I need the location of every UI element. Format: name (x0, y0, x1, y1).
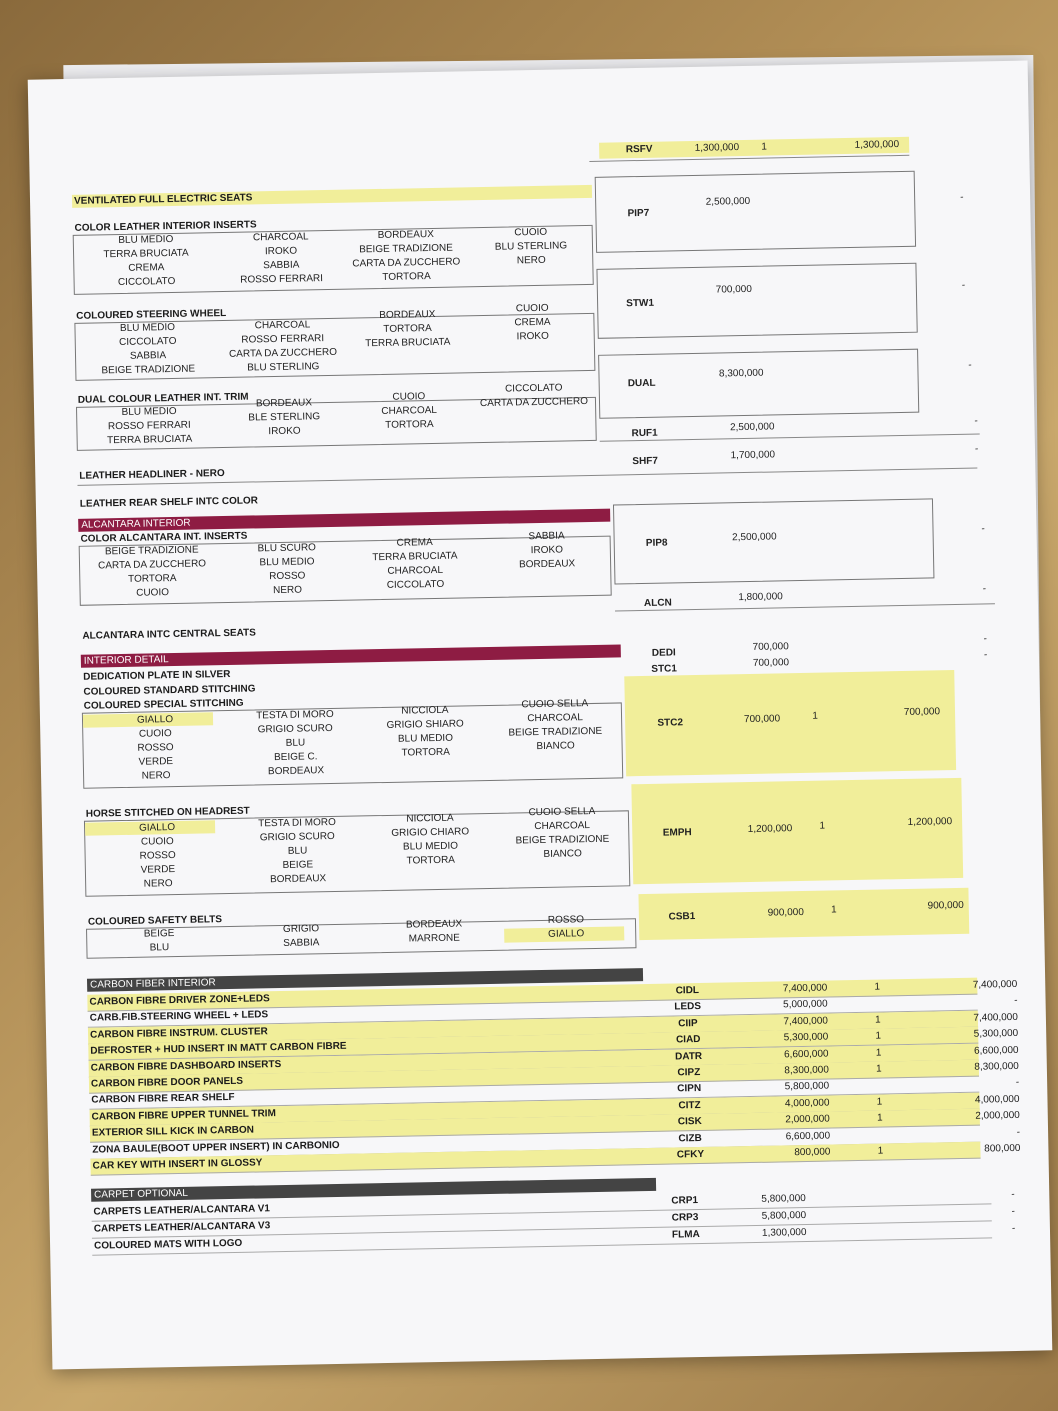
option-label: VENTILATED FULL ELECTRIC SEATS (73, 192, 253, 207)
option-total: - (1011, 1222, 1016, 1235)
color-option: CHARCOAL (381, 404, 438, 417)
option-label: DEFROSTER + HUD INSERT IN MATT CARBON FIBRE (90, 1040, 347, 1057)
color-option: BEIGE C. (273, 751, 318, 764)
option-price: 2,000,000 (785, 1113, 830, 1126)
color-option: CUOIO (392, 391, 426, 403)
color-option: CHARCOAL (527, 712, 583, 725)
color-option: CUOIO (515, 302, 549, 315)
option-code: CSB1 (668, 911, 696, 923)
option-total: - (1015, 1077, 1020, 1089)
option-price: 8,300,000 (718, 367, 764, 380)
options-sheet (28, 61, 1053, 1370)
color-column (221, 230, 342, 288)
option-qty: 1 (877, 1145, 884, 1157)
color-column (502, 804, 623, 862)
color-option: TERRA BRUCIATA (365, 336, 451, 350)
color-column (349, 389, 470, 433)
color-option: ROSSO (137, 742, 174, 754)
color-option: CICCOLATO (118, 335, 177, 349)
section-title: COLOURED SAFETY BELTS (87, 914, 223, 928)
option-code: STC2 (657, 717, 684, 729)
color-column (347, 307, 468, 351)
option-total: 7,400,000 (973, 1011, 1018, 1024)
option-price: 8,300,000 (784, 1064, 829, 1077)
color-column (97, 820, 218, 892)
option-total: - (974, 415, 978, 427)
option-price: 2,500,000 (732, 531, 777, 544)
option-total: 5,300,000 (973, 1028, 1019, 1040)
color-option: BLU MEDIO (121, 405, 177, 418)
color-option: CICCOLATO (386, 578, 445, 591)
color-column (486, 529, 607, 573)
color-option: GIALLO (136, 714, 174, 726)
option-qty: 1 (875, 1063, 882, 1075)
color-column (471, 225, 592, 269)
color-option: NERO (516, 254, 546, 267)
option-qty: 1 (761, 141, 768, 153)
section-title: COLOURED STEERING WHEEL (76, 307, 227, 322)
color-option: CICCOLATO (504, 382, 563, 395)
option-price: 5,300,000 (783, 1031, 829, 1044)
color-option: SABBIA (263, 259, 300, 272)
color-option: NERO (143, 878, 173, 890)
color-column (241, 921, 362, 951)
color-option: CREMA (396, 537, 433, 549)
option-price: 1,700,000 (730, 449, 776, 462)
color-option: ROSSO (139, 850, 176, 862)
color-column (237, 816, 358, 888)
color-option: TESTA DI MORO (256, 708, 334, 722)
color-option: CUOIO SELLA (528, 805, 596, 819)
option-code: SHF7 (632, 455, 659, 468)
option-qty: 1 (876, 1096, 883, 1108)
color-column (506, 912, 627, 942)
option-label: CAR KEY WITH INSERT IN GLOSSY (92, 1157, 263, 1172)
option-code: CIAD (675, 1034, 701, 1046)
color-option: CARTA DA ZUCCHERO (97, 558, 207, 572)
option-qty: 1 (830, 904, 837, 916)
option-total: - (982, 583, 987, 595)
color-option: IROKO (264, 245, 298, 258)
section-title: HORSE STITCHED ON HEADREST (85, 805, 250, 820)
color-option: BORDEAUX (269, 873, 327, 886)
section-title: COLOURED SPECIAL STITCHING (83, 697, 244, 712)
option-label: CARBON FIBRE INSTRUM. CLUSTER (89, 1026, 268, 1041)
color-option: BLU MEDIO (397, 732, 454, 745)
color-option: CUOIO (140, 836, 174, 848)
color-option: TORTORA (406, 854, 456, 867)
color-option: IROKO (268, 425, 301, 438)
color-option: SABBIA (528, 530, 565, 543)
option-total: - (1011, 1205, 1016, 1218)
option-label: CARBON FIBRE DOOR PANELS (90, 1075, 244, 1090)
color-column (87, 320, 208, 378)
color-option: CICCOLATO (117, 275, 176, 289)
option-total: 1,200,000 (907, 816, 953, 828)
option-price: 700,000 (743, 713, 781, 726)
color-option: BORDEAUX (405, 918, 463, 931)
option-label: CARBON FIBRE DASHBOARD INSERTS (90, 1058, 282, 1074)
option-qty: 1 (812, 710, 818, 722)
color-option: BLU MEDIO (119, 321, 176, 334)
color-column (346, 227, 467, 285)
color-column (95, 712, 216, 784)
color-option: CHARCOAL (534, 820, 591, 833)
color-option: BEIGE (143, 928, 175, 940)
color-column (355, 535, 476, 593)
color-column (472, 301, 593, 345)
section-title: COLOR ALCANTARA INT. INSERTS (80, 530, 248, 545)
option-price: 7,400,000 (783, 1015, 829, 1028)
color-option: BEIGE (282, 859, 314, 871)
color-option: BORDEAUX (377, 228, 434, 242)
option-price: 5,800,000 (784, 1080, 830, 1093)
option-label: EXTERIOR SILL KICK IN CARBON (91, 1124, 255, 1139)
option-price: 7,400,000 (782, 982, 828, 995)
color-option: CARTA DA ZUCCHERO (228, 346, 338, 360)
option-code: RSFV (625, 143, 653, 156)
color-option: BLU MEDIO (118, 233, 174, 247)
option-price: 1,300,000 (761, 1226, 807, 1239)
option-price: 700,000 (715, 283, 752, 296)
option-total: - (961, 279, 966, 291)
option-price: 6,600,000 (785, 1130, 831, 1142)
color-column (224, 396, 345, 440)
color-option: BLU (285, 737, 306, 749)
color-option: TORTORA (401, 746, 450, 759)
option-code: FLMA (671, 1229, 700, 1241)
color-column (222, 318, 343, 376)
option-label: ALCANTARA INTC CENTRAL SEATS (82, 627, 256, 642)
option-total: 900,000 (927, 899, 964, 912)
option-price: 1,200,000 (747, 823, 793, 836)
option-total: - (983, 633, 988, 645)
option-total: - (968, 359, 972, 371)
option-label: CARB.FIB.STEERING WHEEL + LEDS (89, 1009, 269, 1025)
color-option: BORDEAUX (379, 308, 436, 322)
color-option: GRIGIO SHIARO (386, 718, 464, 731)
option-qty: 1 (875, 1014, 881, 1026)
color-option: BORDEAUX (255, 397, 313, 410)
option-total: 7,400,000 (972, 978, 1018, 991)
color-column (370, 811, 491, 869)
option-price: 2,500,000 (729, 421, 775, 434)
color-option: CHARCOAL (252, 231, 309, 244)
option-code: CRP3 (671, 1212, 699, 1224)
color-option: GIALLO (138, 822, 176, 834)
color-option: CUOIO (136, 587, 170, 599)
section-bar: CARBON FIBER INTERIOR (87, 968, 643, 992)
option-code: CIPZ (677, 1066, 701, 1079)
option-label: CARPETS LEATHER/ALCANTARA V1 (93, 1203, 271, 1218)
option-code: LEDS (674, 1001, 702, 1013)
color-option: CHARCOAL (254, 319, 311, 332)
color-option: VERDE (138, 756, 174, 768)
option-code: EMPH (662, 827, 692, 839)
color-option: GIALLO (548, 928, 585, 940)
option-label: CARBON FIBRE REAR SHELF (91, 1092, 235, 1107)
option-code: CIPN (677, 1083, 702, 1095)
color-option: ROSSO (269, 570, 306, 583)
option-code: PIP8 (645, 537, 668, 549)
color-column (235, 708, 356, 780)
option-label: CARBON FIBRE DRIVER ZONE+LEDS (89, 993, 270, 1008)
option-total: 700,000 (903, 706, 941, 719)
option-price: 6,600,000 (783, 1048, 829, 1060)
color-option: TORTORA (382, 271, 431, 283)
color-option: TERRA BRUCIATA (372, 550, 458, 564)
option-price: 4,000,000 (784, 1097, 830, 1110)
color-option: GRIGIO SCURO (259, 830, 335, 844)
section-title: COLOR LEATHER INTERIOR INSERTS (74, 219, 257, 234)
color-column (89, 404, 210, 448)
option-total: - (1011, 1188, 1015, 1201)
section-bar: CARPET OPTIONAL (91, 1178, 656, 1202)
color-option: ROSSO FERRARI (241, 333, 325, 346)
option-code: CITZ (678, 1099, 701, 1112)
option-total: 4,000,000 (974, 1093, 1020, 1106)
option-total: - (974, 443, 979, 455)
option-qty: 1 (819, 820, 826, 832)
color-option: TORTORA (128, 572, 177, 585)
color-option: TORTORA (383, 323, 432, 335)
option-code: CRP1 (671, 1195, 699, 1207)
option-price: 800,000 (794, 1146, 831, 1159)
option-code: DEDI (651, 647, 676, 659)
color-option: NERO (141, 770, 171, 782)
color-option: ROSSO FERRARI (240, 273, 324, 286)
option-label: CARPETS LEATHER/ALCANTARA V3 (93, 1220, 271, 1235)
option-code: CIZB (678, 1132, 702, 1145)
option-total: - (981, 523, 985, 535)
option-qty: 1 (875, 1047, 882, 1059)
color-option: BIANCO (543, 848, 582, 860)
color-option: BEIGE TRADIZIONE (101, 363, 196, 377)
color-option: GRIGIO SCURO (257, 722, 333, 736)
color-column (374, 917, 495, 947)
option-label: COLOURED MATS WITH LOGO (94, 1237, 243, 1252)
option-price: 1,800,000 (738, 591, 783, 604)
color-option: SABBIA (283, 937, 320, 949)
color-option: BEIGE TRADIZIONE (515, 833, 610, 847)
section-title: DUAL COLOUR LEATHER INT. TRIM (77, 391, 249, 406)
color-option: BLU (149, 942, 170, 954)
option-total: 8,300,000 (974, 1060, 1019, 1073)
color-option: BORDEAUX (267, 765, 325, 778)
option-qty: 1 (875, 1030, 882, 1042)
option-price: 700,000 (752, 657, 790, 669)
section-bar: INTERIOR DETAIL (81, 644, 621, 667)
color-option: BORDEAUX (518, 558, 576, 571)
color-column (99, 926, 220, 956)
option-code: CIDL (675, 984, 700, 997)
option-total: 800,000 (984, 1142, 1021, 1155)
color-option: TERRA BRUCIATA (106, 433, 193, 447)
option-price: 900,000 (767, 906, 804, 919)
option-price: 5,000,000 (783, 998, 828, 1011)
color-option: BLU SCURO (257, 542, 317, 555)
color-option: CUOIO (514, 226, 548, 239)
color-option: BLU MEDIO (259, 556, 315, 569)
option-label: COLOURED STANDARD STITCHING (83, 683, 256, 698)
color-option: NICCIOLA (401, 704, 449, 717)
color-option: VERDE (140, 864, 176, 876)
option-label: CARBON FIBRE UPPER TUNNEL TRIM (91, 1107, 276, 1123)
option-qty: 1 (876, 1112, 883, 1124)
option-label: DEDICATION PLATE IN SILVER (83, 668, 231, 683)
option-code: STW1 (626, 297, 655, 310)
color-option: CARTA DA ZUCCHERO (352, 256, 461, 270)
color-option: TORTORA (385, 418, 434, 431)
option-label: LEATHER REAR SHELF INTC COLOR (79, 495, 259, 510)
color-option: TESTA DI MORO (258, 816, 336, 830)
color-option: CREMA (514, 316, 551, 329)
color-option: NERO (273, 584, 303, 597)
color-column (86, 232, 207, 290)
option-total: - (1014, 995, 1018, 1007)
color-option: ROSSO (547, 914, 585, 926)
option-code: STC1 (651, 663, 678, 675)
option-price: 700,000 (752, 641, 789, 653)
color-option: BLU (287, 845, 308, 857)
color-column (474, 381, 595, 411)
color-option: CARTA DA ZUCCHERO (479, 396, 589, 410)
color-option: BLU STERLING (247, 361, 320, 374)
option-code: ALCN (643, 597, 672, 609)
option-price: 5,800,000 (761, 1192, 806, 1205)
color-option: BEIGE TRADIZIONE (104, 544, 199, 558)
color-option: IROKO (516, 330, 549, 343)
option-price: 2,500,000 (705, 195, 751, 208)
option-label: ZONA BAULE(BOOT UPPER INSERT) IN CARBONIO (92, 1139, 340, 1156)
option-code: CISK (677, 1116, 702, 1128)
color-option: BEIGE TRADIZIONE (508, 725, 603, 739)
color-option: IROKO (530, 544, 564, 557)
option-total: - (960, 191, 964, 203)
option-qty: 1 (874, 981, 881, 993)
color-column (495, 697, 616, 755)
option-total: 1,300,000 (854, 139, 900, 151)
color-option: CREMA (128, 262, 165, 274)
color-option: BLU MEDIO (402, 840, 459, 853)
color-column (92, 543, 213, 601)
option-price: 5,800,000 (761, 1209, 807, 1222)
option-total: 6,600,000 (973, 1044, 1019, 1057)
color-option: MARRONE (408, 932, 460, 945)
color-option: TERRA BRUCIATA (103, 247, 189, 261)
option-label: LEATHER HEADLINER - NERO (79, 468, 225, 482)
option-total: - (983, 649, 988, 661)
option-price: 1,300,000 (694, 142, 740, 154)
color-option: GRIGIO (282, 923, 320, 935)
color-option: BIANCO (536, 740, 575, 753)
color-option: CUOIO (138, 728, 172, 740)
color-option: NICCIOLA (406, 812, 454, 825)
option-code: DATR (674, 1050, 703, 1063)
option-code: RUF1 (631, 427, 658, 440)
option-total: - (1016, 1126, 1021, 1138)
option-code: DUAL (627, 377, 656, 390)
color-column (227, 541, 348, 599)
color-option: ROSSO FERRARI (107, 419, 191, 433)
color-option: BLU STERLING (494, 240, 568, 253)
color-option: BLE STERLING (248, 411, 321, 424)
option-code: PIP7 (627, 207, 650, 220)
color-option: GRIGIO CHIARO (391, 826, 470, 839)
option-total: 2,000,000 (975, 1110, 1020, 1122)
color-option: SABBIA (129, 350, 167, 362)
color-option: BEIGE TRADIZIONE (359, 242, 453, 256)
option-code: CIIP (678, 1017, 698, 1030)
color-option: CUOIO SELLA (521, 698, 589, 711)
option-code: CFKY (676, 1148, 705, 1161)
color-column (365, 703, 486, 761)
section-bar: ALCANTARA INTERIOR (78, 509, 610, 532)
color-option: CHARCOAL (387, 564, 444, 577)
